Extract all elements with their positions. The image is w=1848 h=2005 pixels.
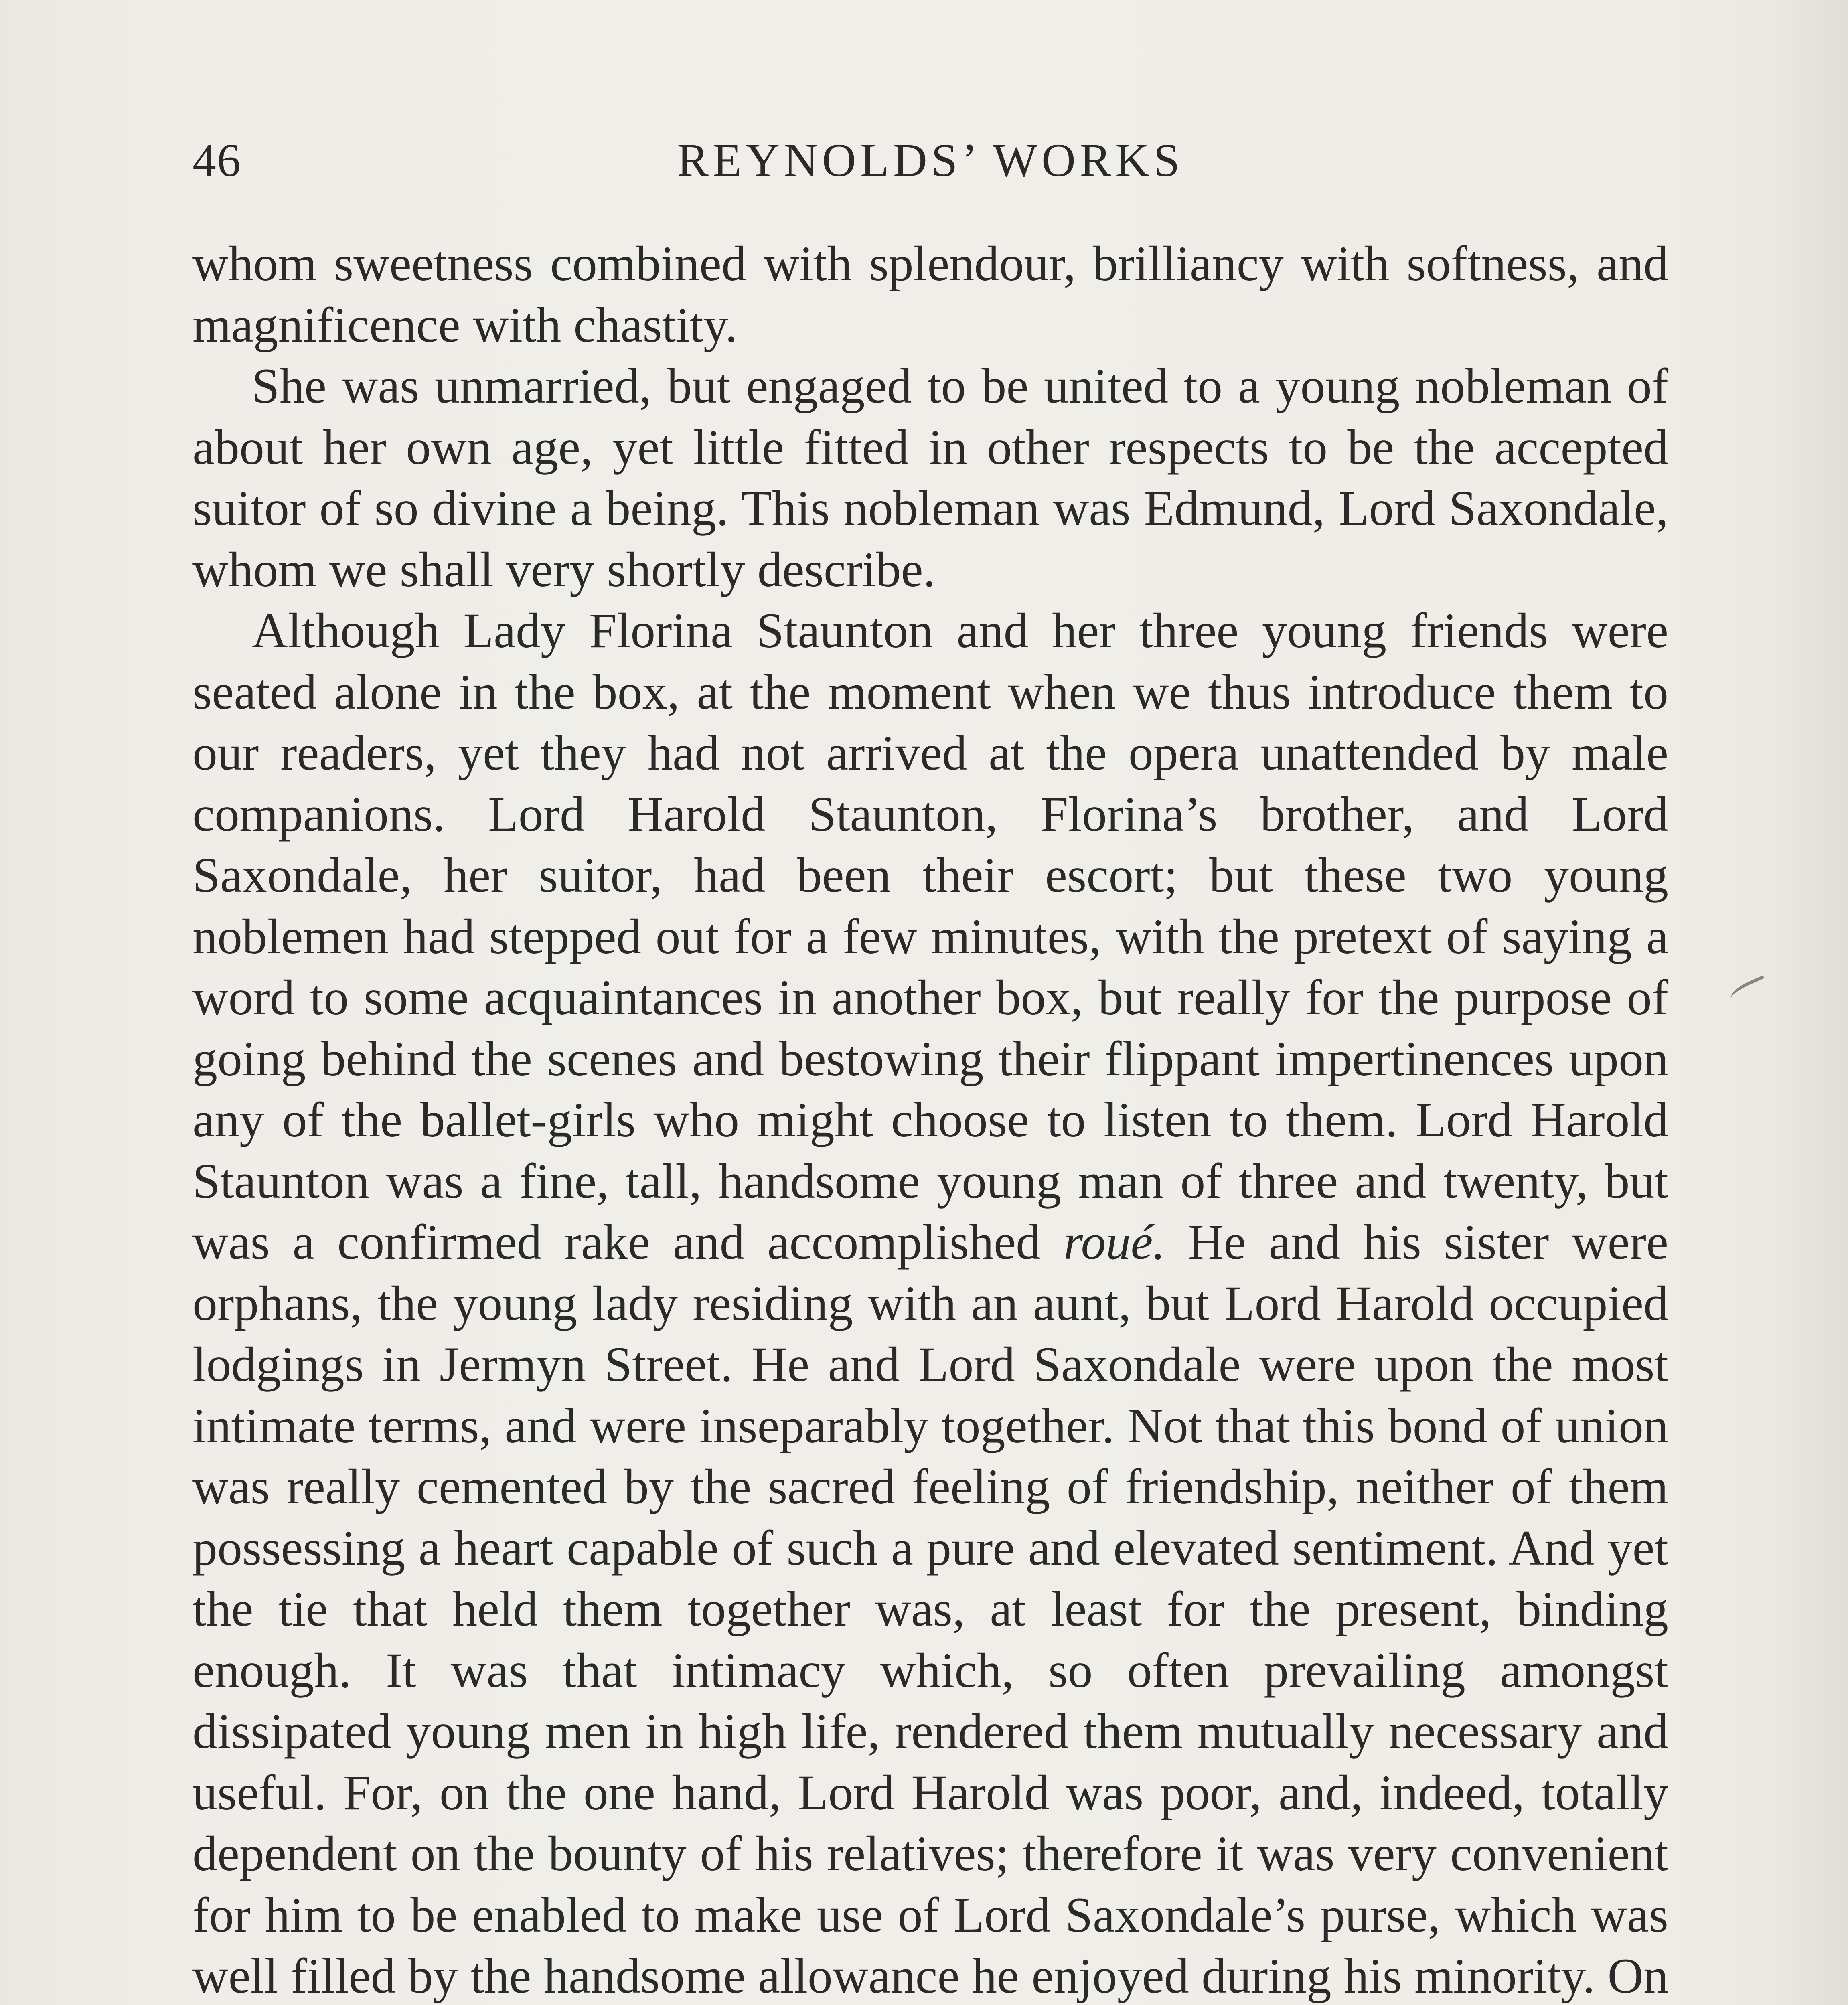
italic-word: roué. [1063,1215,1165,1270]
ink-mark [1728,975,1768,1003]
page-number: 46 [192,134,241,186]
paragraph-text: Although Lady Florina Staunton and her three young friends were seated alone in the box, at the moment when we thus introduce them to our readers, yet they had not arrived at the opera unattended by male companions. Lord Harold Staunton, Florina’s brother, and Lord Saxondale, her suitor, had been their escort; but these two young noblemen had stepped out for a few minutes, with the pretext of saying a word to some acquaintances in another box, but really for the purpose of going behind the scenes and bestowing their flippant impertinences upon any of the ballet-girls who might choose to listen to them. Lord Harold Staunton was a fine, tall, handsome young man of three and twenty, but was a confirmed rake and accomplished [192,603,1668,1270]
running-head [192,132,1668,188]
paragraph-lord-harold [192,600,1668,2005]
paragraph-engagement [192,356,1668,600]
body-text [192,233,1668,2005]
paragraph-text: whom sweetness combined with splendour, brilliancy with softness, and magnificence with chastity. [192,236,1668,352]
paragraph-text: He and his sister were orphans, the young lady residing with an aunt, but Lord Harold occupied lodgings in Jermyn Street. He and Lord Saxondale were upon the most intimate terms, and were inseparably together. Not that this bond of union was really cemented by the sacred feeling of friendship, neither of them possessing a heart capable of such a pure and elevated sentiment. And yet the tie that held them together was, at least for the present, binding enough. It was that intimacy which, so often prevailing amongst dissipated young men in high life, rendered them mutually necessary and useful. For, on the one hand, Lord Harold was poor, and, indeed, totally dependent on the bounty of his relatives; therefore it was very convenient for him to be enabled to make use of Lord Saxondale’s purse, which was well filled by the handsome allowance he enjoyed during his minority. On [192,1215,1669,2003]
running-title: REYNOLDS’ WORKS [677,134,1184,186]
page-edge-shadow [1776,0,1848,2005]
paragraph-continuation [192,233,1668,356]
paragraph-text: She was unmarried, but engaged to be united to a young nobleman of about her own age, yet little fitted in other respects to be the accepted suitor of so divine a being. This nobleman was Edmund, Lord Saxondale, whom we shall very shortly describe. [192,358,1668,597]
